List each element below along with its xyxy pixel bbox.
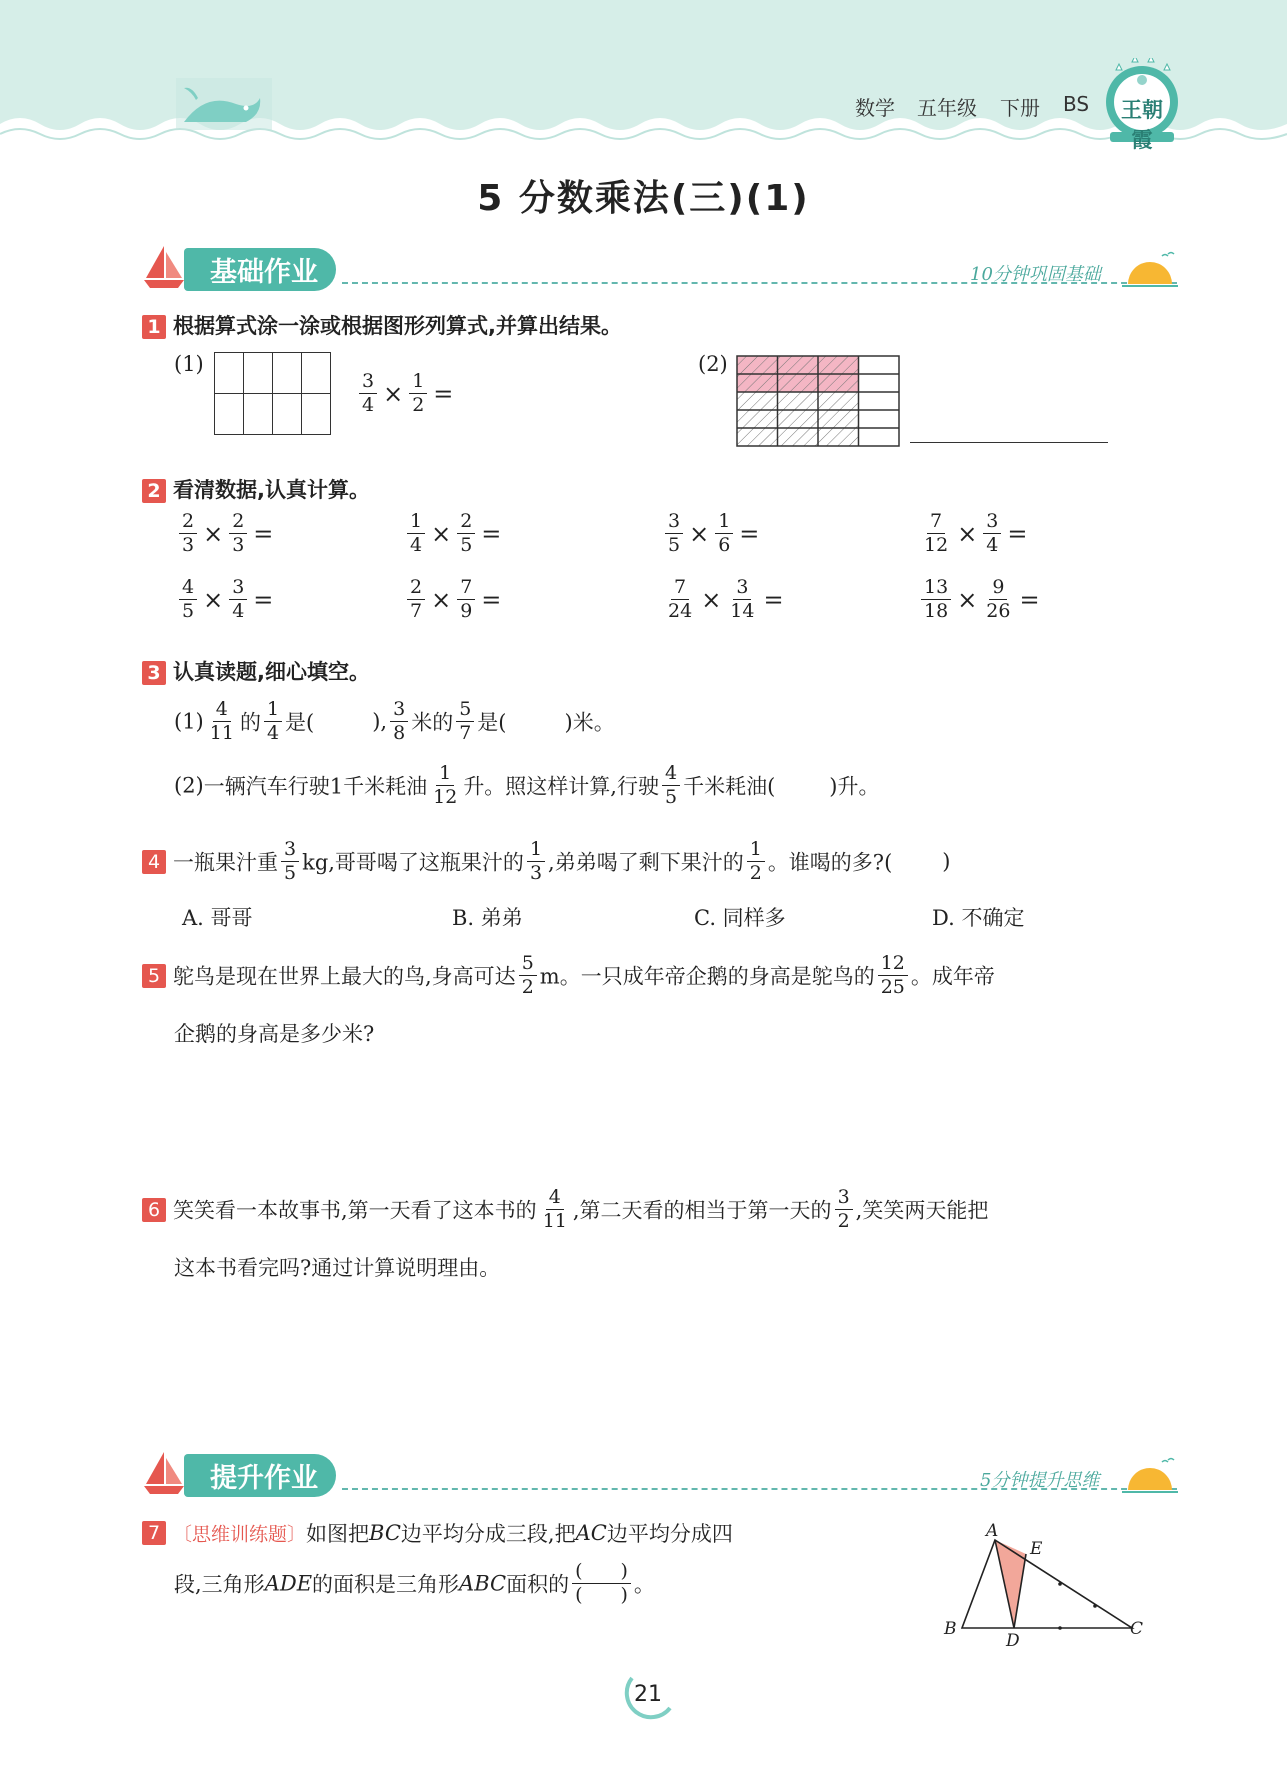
question-text: 根据算式涂一涂或根据图形列算式,并算出结果。 <box>173 314 622 338</box>
q2-expression-3: $\frac{3}{5}$ × $\frac{1}{6}$ = <box>662 512 762 555</box>
question-2-heading <box>142 474 370 504</box>
q4-option-b[interactable]: B. 弟弟 <box>452 906 523 930</box>
q1-answer-line[interactable] <box>910 442 1108 443</box>
q3-part1: (1) $\frac{4}{11}$ 的 $\frac{1}{4}$ 是( ), $\frac{3}{8}$ 米的 $\frac{5}{7}$ 是( )米。 <box>174 698 615 744</box>
question-3-heading <box>142 656 370 686</box>
q2-expression-5: $\frac{4}{5}$ × $\frac{3}{4}$ = <box>176 578 276 621</box>
header-subject: 数学 <box>855 96 895 120</box>
vertex-label-a: A <box>986 1521 999 1541</box>
brand-logo <box>1102 58 1182 152</box>
section-slogan-basic: 10分钟巩固基础 <box>970 264 1101 285</box>
question-5: 5 鸵鸟是现在世界上最大的鸟,身高可达 $\frac{5}{2}$ m。一只成年帝企鹅的身高是鸵鸟的 $\frac{12}{25}$ 。成年帝 <box>142 954 995 997</box>
sunset-icon <box>1122 250 1178 290</box>
question-7: 7 〔思维训练题〕如图把BC边平均分成三段,把AC边平均分成四 <box>142 1518 733 1548</box>
q6-answer-area[interactable] <box>174 1290 1174 1430</box>
question-tag: 〔思维训练题〕 <box>173 1523 307 1546</box>
sunset-icon <box>1122 1456 1178 1496</box>
page-title: 5 分数乘法(三)(1) <box>477 178 810 219</box>
vertex-label-d: D <box>1006 1631 1020 1648</box>
brand-name: 王朝霞 <box>1121 97 1163 152</box>
question-6: 6 笑笑看一本故事书,第一天看了这本书的 $\frac{4}{11}$ ,第二天看的相当于第一天的 $\frac{3}{2}$ ,笑笑两天能把 <box>142 1188 988 1231</box>
page-number-badge <box>618 1672 678 1722</box>
question-number: 3 <box>142 661 166 685</box>
q2-expression-7: $\frac{7}{24}$ × $\frac{3}{14}$ = <box>668 576 784 622</box>
question-1-heading <box>142 310 622 340</box>
q2-expression-6: $\frac{2}{7}$ × $\frac{7}{9}$ = <box>404 578 504 621</box>
question-number: 4 <box>142 850 166 874</box>
section-slogan-advanced: 5分钟提升思维 <box>980 1470 1100 1491</box>
q4-option-d[interactable]: D. 不确定 <box>932 906 1025 930</box>
section-label-advanced: 提升作业 <box>184 1454 336 1497</box>
answer-fraction-blank[interactable]: $\frac{( )}{( )}$ <box>572 1562 631 1605</box>
vertex-label-b: B <box>944 1619 957 1639</box>
question-number: 2 <box>142 479 166 503</box>
q2-expression-1: $\frac{2}{3}$ × $\frac{2}{3}$ = <box>176 512 276 555</box>
question-number: 5 <box>142 964 166 988</box>
sailboat-icon <box>142 1450 186 1496</box>
header-edition: BS <box>1063 92 1090 116</box>
q2-expression-4: $\frac{7}{12}$ × $\frac{3}{4}$ = <box>924 510 1028 556</box>
question-7-line2: 段,三角形ADE的面积是三角形ABC面积的 $\frac{( )}{( )}$ 。 <box>174 1560 655 1606</box>
q2-expression-2: $\frac{1}{4}$ × $\frac{2}{5}$ = <box>404 512 504 555</box>
header-grade: 五年级 <box>917 96 977 120</box>
triangle-diagram <box>940 1518 1150 1648</box>
q5-answer-area[interactable] <box>174 1056 1174 1176</box>
question-text: 认真读题,细心填空。 <box>173 660 370 684</box>
sailboat-icon <box>142 244 186 290</box>
q1-part1-expression: $\frac{3}{4}$ × $\frac{1}{2}$ = <box>356 372 456 415</box>
question-number: 6 <box>142 1198 166 1222</box>
q1-grid-2 <box>736 355 900 447</box>
q4-option-a[interactable]: A. 哥哥 <box>182 906 253 930</box>
q1-part1-label: (1) <box>174 352 204 376</box>
q1-part2-label: (2) <box>698 352 728 376</box>
vertex-label-c: C <box>1130 1619 1144 1639</box>
q1-grid-1[interactable] <box>214 352 331 435</box>
question-6-line2: 这本书看完吗?通过计算说明理由。 <box>174 1256 501 1280</box>
question-text: 看清数据,认真计算。 <box>173 478 370 502</box>
vertex-label-e: E <box>1030 1539 1043 1559</box>
header-volume: 下册 <box>1000 96 1040 120</box>
section-label-basic: 基础作业 <box>184 248 336 291</box>
whale-icon <box>176 78 272 130</box>
question-4: 4 一瓶果汁重 $\frac{3}{5}$ kg,哥哥喝了这瓶果汁的 $\frac{1}{3}$ ,弟弟喝了剩下果汁的 $\frac{1}{2}$ 。谁喝的多?( ) <box>142 840 950 883</box>
page-number: 21 <box>634 1682 662 1707</box>
question-5-line2: 企鹅的身高是多少米? <box>174 1022 375 1046</box>
section-banner-basic <box>142 244 1177 292</box>
section-banner-advanced <box>142 1450 1177 1498</box>
question-number: 1 <box>142 315 166 339</box>
q2-expression-8: $\frac{13}{18}$ × $\frac{9}{26}$ = <box>918 578 1043 621</box>
q3-part2: (2)一辆汽车行驶1千米耗油 $\frac{1}{12}$ 升。照这样计算,行驶 $\frac{4}{5}$ 千米耗油( )升。 <box>174 762 880 808</box>
q4-option-c[interactable]: C. 同样多 <box>694 906 786 930</box>
question-number: 7 <box>142 1521 166 1545</box>
